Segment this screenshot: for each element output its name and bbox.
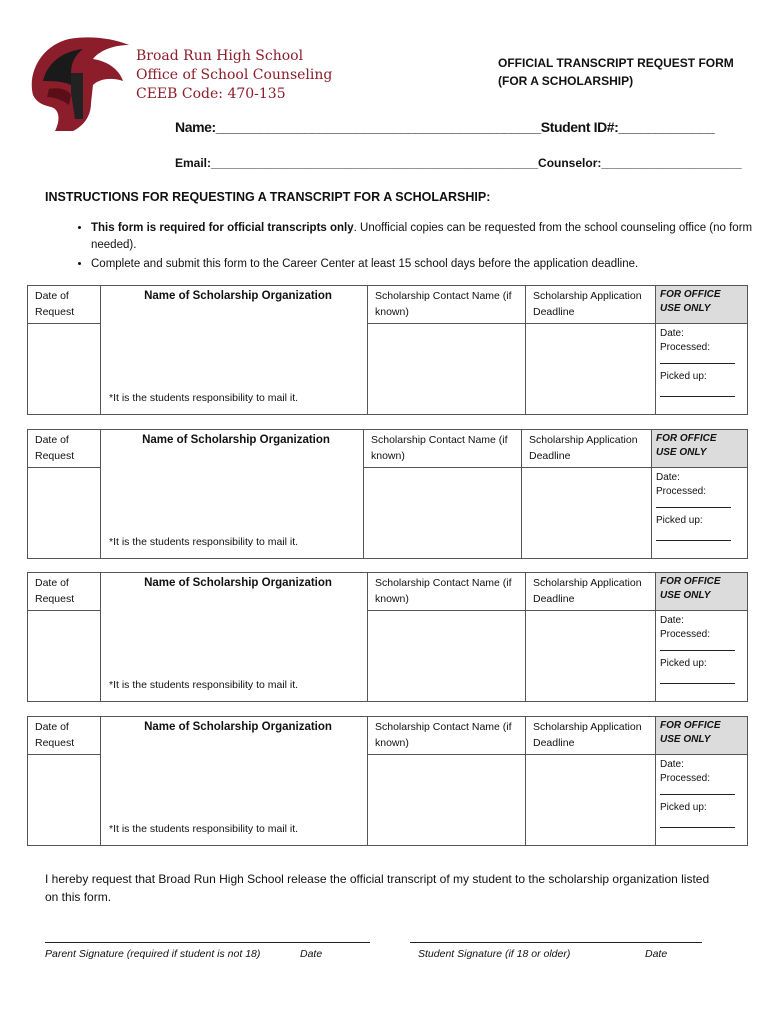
office-processed-label: Processed: [660, 629, 711, 640]
organization-cell[interactable] [101, 573, 368, 702]
office-processed-label: Processed: [660, 342, 711, 353]
instruction-item-text: . Unofficial copies can be requested from the school counseling office (no form needed). [91, 222, 753, 251]
contact-name-header: Scholarship Contact Name (if known) [368, 717, 526, 755]
instruction-item-emphasis: This form is required for official transcripts only [91, 222, 354, 234]
contact-name-input[interactable] [364, 468, 522, 559]
office-processed-label: Processed: [656, 486, 707, 497]
department-name: Office of School Counseling [136, 67, 333, 83]
office-picked-label: Picked up: [660, 658, 707, 669]
contact-name-header: Scholarship Contact Name (if known) [368, 286, 526, 324]
form-title-line2: (FOR A SCHOLARSHIP) [498, 74, 634, 88]
contact-name-input[interactable] [368, 324, 526, 415]
student-date-label: Date [645, 948, 668, 960]
parent-date-label: Date [300, 948, 323, 960]
mail-note: *It is the students responsibility to mail it. [109, 679, 299, 691]
office-use-fields [652, 468, 748, 559]
organization-cell[interactable] [101, 430, 364, 559]
date-of-request-header: Date of Request [28, 573, 101, 611]
school-heading [136, 47, 332, 104]
office-picked-label: Picked up: [660, 371, 707, 382]
date-of-request-input[interactable] [28, 755, 101, 846]
organization-header: Name of Scholarship Organization [142, 434, 330, 446]
instructions-list [66, 220, 761, 275]
ceeb-code: CEEB Code: 470-135 [136, 86, 286, 102]
deadline-header: Scholarship Application Deadline [522, 430, 652, 468]
instruction-item [91, 220, 761, 254]
instruction-item: • Complete and submit this form to the Career Center at least 15 school days before the application deadline. [91, 256, 761, 273]
date-of-request-header: Date of Request [28, 286, 101, 324]
deadline-input[interactable] [526, 324, 656, 415]
office-use-header: FOR OFFICE USE ONLY [656, 573, 748, 611]
request-box-3 [27, 572, 747, 702]
date-of-request-header: Date of Request [28, 430, 101, 468]
organization-cell[interactable] [101, 286, 368, 415]
parent-signature-label: Parent Signature (required if student is not 18) [45, 948, 261, 960]
office-use-fields [656, 324, 748, 415]
date-of-request-input[interactable] [28, 468, 101, 559]
date-of-request-input[interactable] [28, 611, 101, 702]
organization-header: Name of Scholarship Organization [144, 721, 332, 733]
date-of-request-header: Date of Request [28, 717, 101, 755]
name-student-id-field[interactable]: Name:____________________________________________Student ID#:_____________ [175, 119, 715, 135]
form-title [498, 54, 734, 90]
organization-cell[interactable] [101, 717, 368, 846]
student-signature-line[interactable] [410, 942, 702, 943]
contact-name-input[interactable] [368, 755, 526, 846]
office-use-header: FOR OFFICE USE ONLY [652, 430, 748, 468]
school-name: Broad Run High School [136, 48, 304, 64]
release-statement: I hereby request that Broad Run High School release the official transcript of my student to the scholarship organization listed on this form. [45, 872, 710, 904]
deadline-header: Scholarship Application Deadline [526, 717, 656, 755]
date-of-request-input[interactable] [28, 324, 101, 415]
contact-name-header: Scholarship Contact Name (if known) [368, 573, 526, 611]
organization-header: Name of Scholarship Organization [144, 290, 332, 302]
form-title-line1: OFFICIAL TRANSCRIPT REQUEST FORM [498, 56, 734, 70]
office-processed-label: Processed: [660, 773, 711, 784]
student-signature-label: Student Signature (if 18 or older) [418, 948, 571, 960]
office-use-fields [656, 755, 748, 846]
request-box-4 [27, 716, 747, 846]
contact-name-input[interactable] [368, 611, 526, 702]
mail-note: *It is the students responsibility to mail it. [109, 536, 299, 548]
organization-header: Name of Scholarship Organization [144, 577, 332, 589]
office-date-label: Date: [656, 472, 680, 483]
request-box-2 [27, 429, 747, 559]
office-use-header: FOR OFFICE USE ONLY [656, 717, 748, 755]
office-date-label: Date: [660, 328, 684, 339]
email-counselor-field[interactable]: Email:_________________________________________________Counselor:_____________________ [175, 156, 742, 170]
spartan-helmet-logo [25, 33, 130, 133]
deadline-input[interactable] [526, 755, 656, 846]
request-box-1 [27, 285, 747, 415]
mail-note: *It is the students responsibility to mail it. [109, 823, 299, 835]
instructions-heading: INSTRUCTIONS FOR REQUESTING A TRANSCRIPT FOR A SCHOLARSHIP: [45, 190, 491, 204]
office-use-header: FOR OFFICE USE ONLY [656, 286, 748, 324]
mail-note: *It is the students responsibility to mail it. [109, 392, 299, 404]
deadline-header: Scholarship Application Deadline [526, 573, 656, 611]
office-picked-label: Picked up: [660, 802, 707, 813]
office-date-label: Date: [660, 615, 684, 626]
contact-name-header: Scholarship Contact Name (if known) [364, 430, 522, 468]
office-date-label: Date: [660, 759, 684, 770]
deadline-input[interactable] [522, 468, 652, 559]
office-picked-label: Picked up: [656, 515, 703, 526]
deadline-input[interactable] [526, 611, 656, 702]
office-use-fields [656, 611, 748, 702]
parent-signature-line[interactable] [45, 942, 370, 943]
deadline-header: Scholarship Application Deadline [526, 286, 656, 324]
